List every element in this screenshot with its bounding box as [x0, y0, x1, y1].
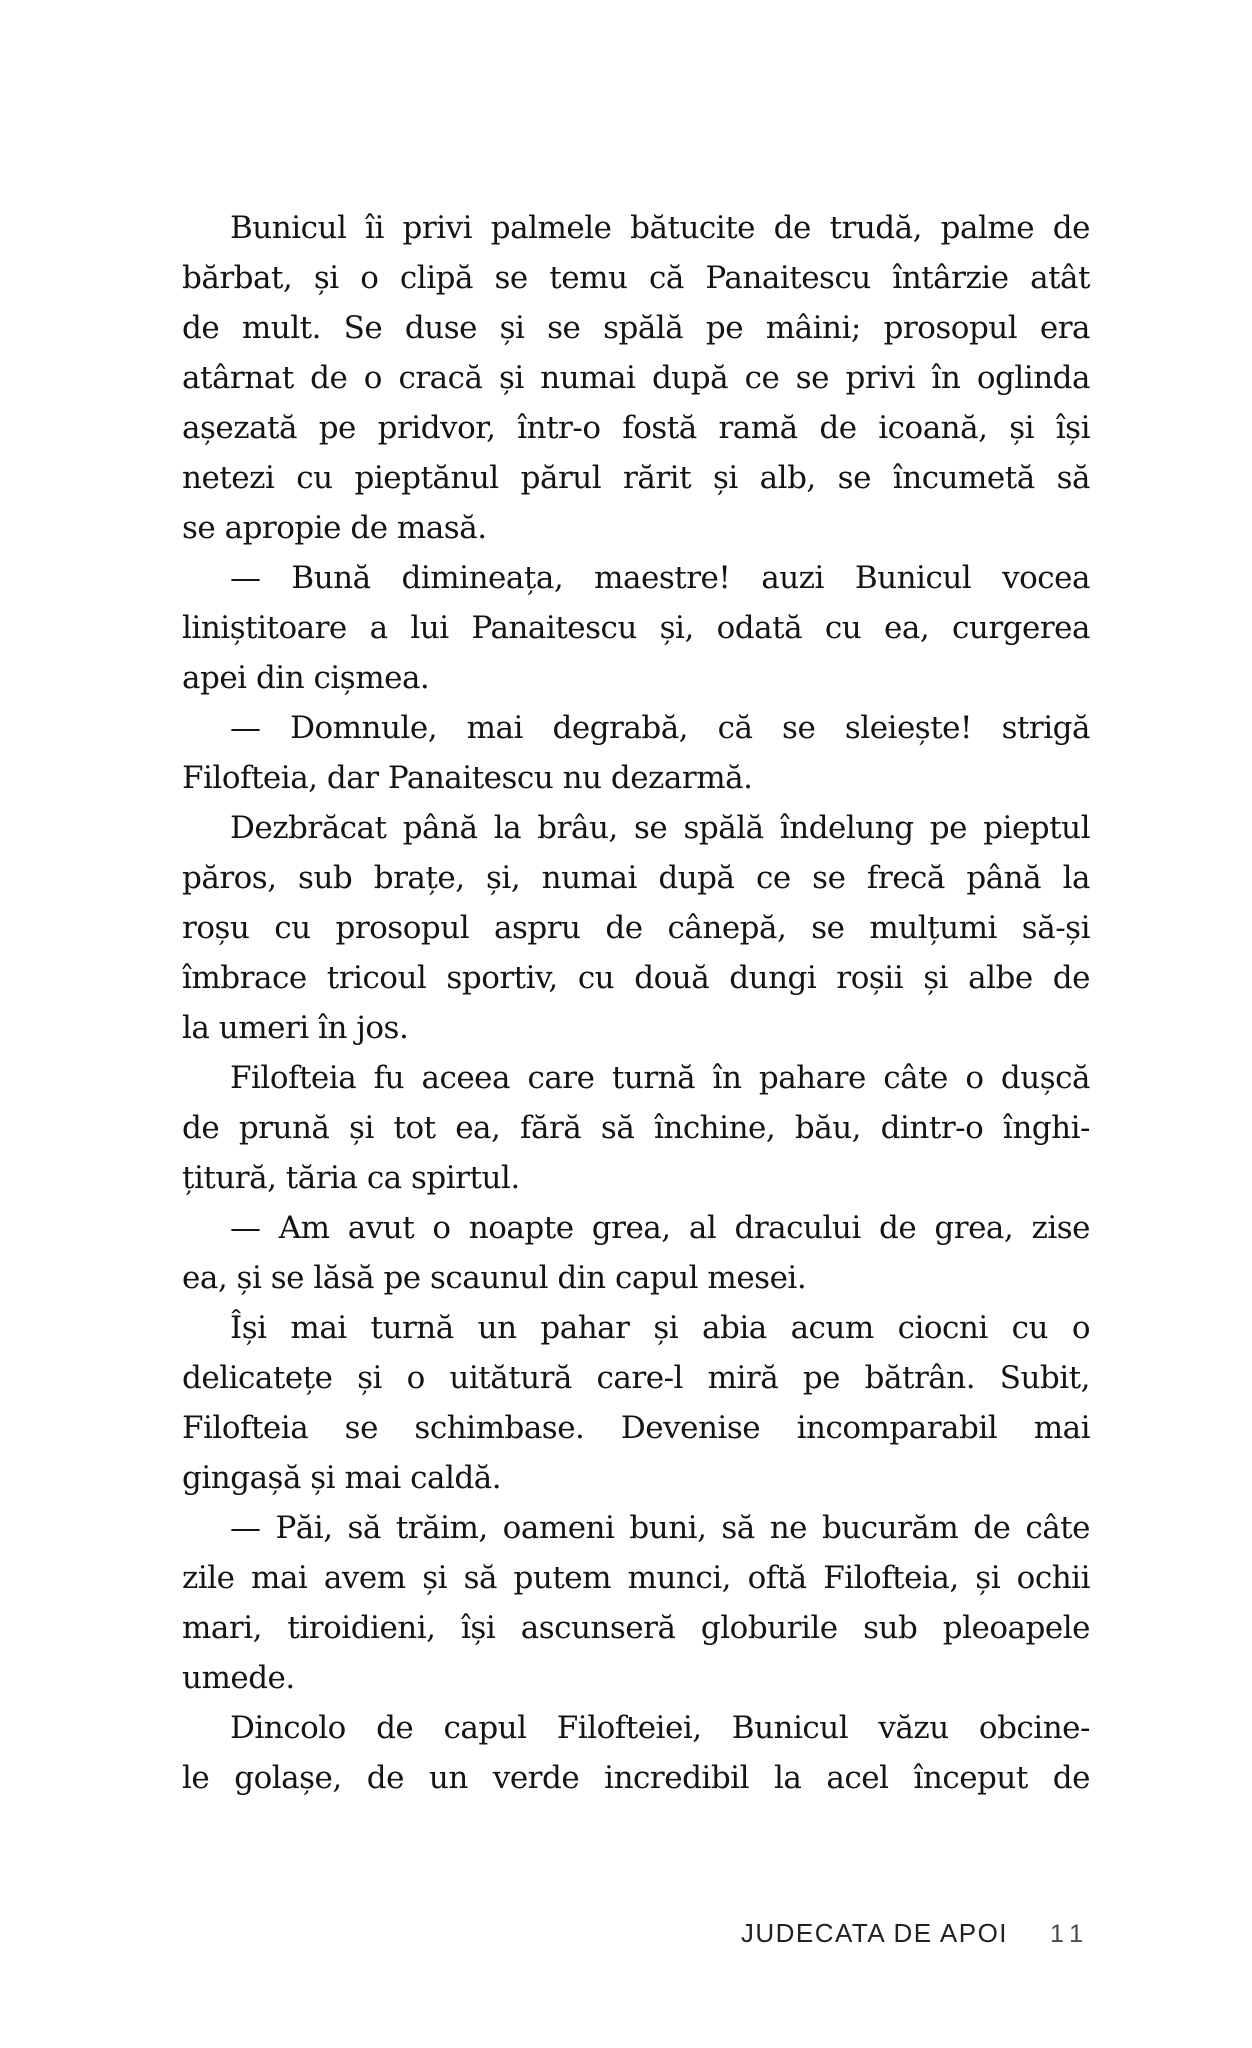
text-line: atârnat de o cracă și numai după ce se privi în oglinda	[182, 360, 1090, 396]
text-line: — Păi, să trăim, oameni buni, să ne bucurăm de câte	[230, 1510, 1090, 1546]
text-line: la umeri în jos.	[182, 1010, 409, 1046]
text-line: liniștitoare a lui Panaitescu și, odată cu ea, curgerea	[182, 610, 1090, 646]
text-line: le golașe, de un verde incredibil la acel început de	[182, 1760, 1090, 1796]
text-block	[182, 203, 1090, 1803]
text-line: Filofteia, dar Panaitescu nu dezarmă.	[182, 760, 753, 796]
text-line: umede.	[182, 1660, 295, 1696]
text-line: — Domnule, mai degrabă, că se sleiește! strigă	[230, 710, 1090, 746]
text-line: Bunicul îi privi palmele bătucite de trudă, palme de	[230, 210, 1090, 246]
text-line: îmbrace tricoul sportiv, cu două dungi roșii și albe de	[182, 960, 1090, 996]
text-line: de mult. Se duse și se spălă pe mâini; prosopul era	[182, 310, 1090, 346]
text-line: țitură, tăria ca spirtul.	[182, 1160, 520, 1196]
text-line: bărbat, și o clipă se temu că Panaitescu întârzie atât	[182, 260, 1090, 296]
text-line: — Am avut o noapte grea, al dracului de grea, zise	[230, 1210, 1090, 1246]
page-footer	[182, 1918, 1090, 1949]
text-line: se apropie de masă.	[182, 510, 487, 546]
running-title: JUDECATA DE APOI	[740, 1918, 1009, 1948]
text-line: ea, și se lăsă pe scaunul din capul mesei.	[182, 1260, 807, 1296]
text-line: roșu cu prosopul aspru de cânepă, se mulțumi să-și	[182, 910, 1090, 946]
text-line: — Bună dimineața, maestre! auzi Bunicul vocea	[230, 560, 1090, 596]
text-line: Dincolo de capul Filofteiei, Bunicul văzu obcine-	[230, 1710, 1090, 1746]
text-line: mari, tiroidieni, își ascunseră globurile sub pleoapele	[182, 1610, 1090, 1646]
text-line: Filofteia se schimbase. Devenise incomparabil mai	[182, 1410, 1090, 1446]
text-line: delicatețe și o uitătură care-l miră pe bătrân. Subit,	[182, 1360, 1090, 1396]
text-line: așezată pe pridvor, într-o fostă ramă de icoană, și își	[182, 410, 1090, 446]
text-line: Filofteia fu aceea care turnă în pahare câte o dușcă	[230, 1060, 1090, 1096]
text-line: Își mai turnă un pahar și abia acum ciocni cu o	[230, 1310, 1090, 1346]
page-number: 11	[1050, 1920, 1090, 1948]
text-line: zile mai avem și să putem munci, oftă Filofteia, și ochii	[182, 1560, 1090, 1596]
text-line: apei din cișmea.	[182, 660, 430, 696]
text-line: de prună și tot ea, fără să închine, bău, dintr-o înghi-	[182, 1110, 1090, 1146]
text-line: netezi cu pieptănul părul rărit și alb, se încumetă să	[182, 460, 1090, 496]
text-line: gingașă și mai caldă.	[182, 1460, 502, 1496]
text-line: păros, sub brațe, și, numai după ce se frecă până la	[182, 860, 1090, 896]
text-line: Dezbrăcat până la brâu, se spălă îndelung pe pieptul	[230, 810, 1090, 846]
